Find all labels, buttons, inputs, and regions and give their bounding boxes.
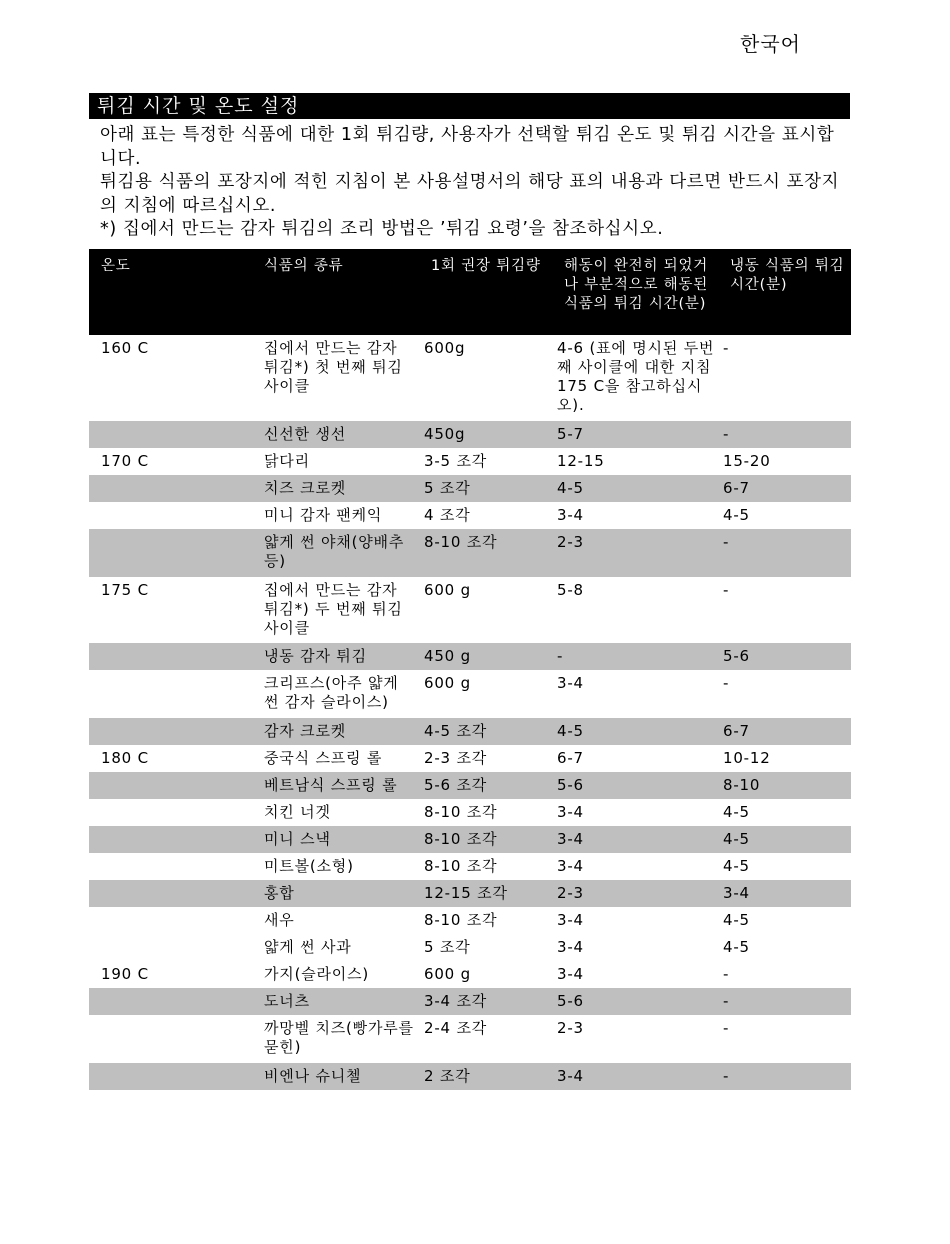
header-temperature: 온도 — [89, 249, 252, 335]
cell-amount: 600 g — [424, 674, 471, 692]
cell-temperature — [89, 988, 252, 1015]
cell-food-type: 새우 — [264, 911, 295, 929]
cell-frozen-time: 5-6 — [718, 643, 851, 670]
cell-food-type: 미니 스낵 — [252, 826, 419, 853]
cell-amount: 450 g — [419, 643, 552, 670]
intro-text — [100, 124, 845, 242]
cell-thawed-time: 5-6 — [552, 988, 718, 1015]
cell-food-type: 얇게 썬 사과 — [264, 938, 352, 956]
cell-amount: 3-5 조각 — [424, 452, 488, 470]
cell-thawed-time: 2-3 — [557, 1019, 584, 1037]
cell-temperature — [89, 772, 252, 799]
cell-frozen-time: 4-5 — [723, 938, 750, 956]
cell-frozen-time: 4-5 — [723, 857, 750, 875]
cell-food-type: 홍합 — [252, 880, 419, 907]
table-row — [89, 421, 851, 448]
cell-thawed-time: 3-4 — [557, 938, 584, 956]
cell-thawed-time: 5-8 — [557, 581, 584, 599]
cell-amount: 3-4 조각 — [419, 988, 552, 1015]
cell-amount: 5 조각 — [419, 475, 552, 502]
cell-frozen-time: 10-12 — [723, 749, 771, 767]
cell-food-type: 집에서 만드는 감자 튀김*) 두 번째 튀김 사이클 — [264, 581, 403, 637]
cell-frozen-time: 4-5 — [718, 826, 851, 853]
cell-temperature — [89, 853, 252, 880]
cell-thawed-time: 4-6 (표에 명시된 두번째 사이클에 대한 지침 175 C을 참고하십시오). — [557, 339, 715, 414]
cell-amount: 450g — [419, 421, 552, 448]
cell-temperature — [89, 880, 252, 907]
table-row — [89, 718, 851, 745]
cell-frozen-time: 4-5 — [723, 803, 750, 821]
table-row — [89, 670, 851, 718]
cell-amount: 8-10 조각 — [424, 803, 498, 821]
cell-amount: 2 조각 — [419, 1063, 552, 1090]
cell-thawed-time: - — [552, 643, 718, 670]
table-row — [89, 799, 851, 826]
cell-thawed-time: 3-4 — [557, 965, 584, 983]
cell-frozen-time: - — [723, 581, 730, 599]
cell-frozen-time: - — [718, 529, 851, 577]
cell-food-type: 감자 크로켓 — [252, 718, 419, 745]
cell-temperature — [89, 1063, 252, 1090]
cell-amount: 5-6 조각 — [419, 772, 552, 799]
cell-thawed-time: 4-5 — [552, 718, 718, 745]
table-row — [89, 529, 851, 577]
table-row — [89, 934, 851, 961]
cell-frozen-time: 4-5 — [723, 506, 750, 524]
cell-amount: 4 조각 — [424, 506, 471, 524]
cell-food-type: 까망벨 치즈(빵가루를 묻힌) — [264, 1019, 414, 1056]
cell-amount: 600g — [424, 339, 466, 357]
cell-food-type: 중국식 스프링 롤 — [264, 749, 383, 767]
cell-thawed-time: 5-6 — [552, 772, 718, 799]
table-row — [89, 880, 851, 907]
cell-frozen-time: - — [718, 988, 851, 1015]
cell-temperature — [89, 475, 252, 502]
cell-temperature — [89, 934, 252, 961]
header-frozen-time: 냉동 식품의 튀김 시간(분) — [718, 249, 851, 335]
table-row — [89, 772, 851, 799]
cell-frozen-time: - — [723, 965, 730, 983]
cell-amount: 12-15 조각 — [419, 880, 552, 907]
cell-frozen-time: - — [723, 339, 730, 357]
table-header-row — [89, 249, 851, 335]
cell-temperature: 160 C — [101, 339, 149, 357]
table-row — [89, 1015, 851, 1063]
cell-temperature — [89, 718, 252, 745]
frying-table — [89, 249, 851, 1090]
table-row — [89, 853, 851, 880]
cell-food-type: 닭다리 — [264, 452, 310, 470]
cell-temperature: 175 C — [101, 581, 149, 599]
header-thawed-time: 해동이 완전히 되었거나 부분적으로 해동된 식품의 튀김 시간(분) — [552, 249, 718, 335]
header-food-type: 식품의 종류 — [252, 249, 419, 335]
cell-frozen-time: - — [718, 421, 851, 448]
cell-amount: 8-10 조각 — [424, 857, 498, 875]
cell-frozen-time: - — [723, 674, 730, 692]
cell-frozen-time: 3-4 — [718, 880, 851, 907]
language-label: 한국어 — [740, 32, 801, 56]
cell-temperature — [89, 529, 252, 577]
cell-food-type: 미니 감자 팬케익 — [264, 506, 383, 524]
cell-temperature: 170 C — [101, 452, 149, 470]
cell-food-type: 가지(슬라이스) — [264, 965, 370, 983]
table-row — [89, 1063, 851, 1090]
cell-food-type: 치킨 너겟 — [264, 803, 331, 821]
cell-thawed-time: 12-15 — [557, 452, 605, 470]
cell-temperature — [89, 1015, 252, 1063]
table-row — [89, 502, 851, 529]
cell-thawed-time: 2-3 — [552, 529, 718, 577]
cell-frozen-time: 4-5 — [723, 911, 750, 929]
cell-amount: 600 g — [424, 581, 471, 599]
table-row — [89, 745, 851, 772]
cell-thawed-time: 2-3 — [552, 880, 718, 907]
cell-temperature — [89, 799, 252, 826]
cell-thawed-time: 3-4 — [557, 803, 584, 821]
table-row — [89, 826, 851, 853]
cell-thawed-time: 4-5 — [552, 475, 718, 502]
cell-amount: 5 조각 — [424, 938, 471, 956]
cell-frozen-time: 6-7 — [718, 475, 851, 502]
cell-thawed-time: 3-4 — [552, 826, 718, 853]
cell-amount: 2-4 조각 — [424, 1019, 488, 1037]
cell-food-type: 집에서 만드는 감자 튀김*) 첫 번째 튀김 사이클 — [264, 339, 403, 395]
cell-temperature: 180 C — [101, 749, 149, 767]
cell-temperature — [89, 670, 252, 718]
cell-thawed-time: 3-4 — [557, 674, 584, 692]
cell-food-type: 미트볼(소형) — [264, 857, 354, 875]
cell-thawed-time: 3-4 — [552, 1063, 718, 1090]
cell-food-type: 크리프스(아주 얇게 썬 감자 슬라이스) — [264, 674, 399, 711]
cell-frozen-time: 8-10 — [718, 772, 851, 799]
cell-frozen-time: - — [718, 1063, 851, 1090]
cell-temperature — [89, 643, 252, 670]
cell-frozen-time: 6-7 — [718, 718, 851, 745]
cell-thawed-time: 6-7 — [557, 749, 584, 767]
intro-paragraph: *) 집에서 만드는 감자 튀김의 조리 방법은 ’튀김 요령’을 참조하십시오. — [100, 219, 664, 239]
cell-food-type: 비엔나 슈니첼 — [252, 1063, 419, 1090]
cell-food-type: 신선한 생선 — [252, 421, 419, 448]
cell-thawed-time: 3-4 — [557, 506, 584, 524]
cell-food-type: 치즈 크로켓 — [252, 475, 419, 502]
cell-temperature — [89, 421, 252, 448]
cell-thawed-time: 3-4 — [557, 911, 584, 929]
cell-amount: 2-3 조각 — [424, 749, 488, 767]
cell-temperature — [89, 502, 252, 529]
table-row — [89, 961, 851, 988]
header-amount: 1회 권장 튀김량 — [419, 249, 552, 335]
cell-amount: 8-10 조각 — [424, 911, 498, 929]
cell-amount: 8-10 조각 — [419, 529, 552, 577]
cell-thawed-time: 5-7 — [552, 421, 718, 448]
intro-paragraph: 아래 표는 특정한 식품에 대한 1회 튀김량, 사용자가 선택할 튀김 온도 및 튀김 시간을 표시합니다. — [100, 125, 835, 169]
table-row — [89, 643, 851, 670]
table-row — [89, 335, 851, 421]
cell-amount: 4-5 조각 — [419, 718, 552, 745]
cell-food-type: 얇게 썬 야채(양배추 등) — [252, 529, 419, 577]
intro-paragraph: 튀김용 식품의 포장지에 적힌 지침이 본 사용설명서의 해당 표의 내용과 다르면 반드시 포장지의 지침에 따르십시오. — [100, 172, 840, 216]
cell-frozen-time: - — [723, 1019, 730, 1037]
table-row — [89, 475, 851, 502]
cell-food-type: 도너츠 — [252, 988, 419, 1015]
cell-amount: 600 g — [424, 965, 471, 983]
cell-temperature: 190 C — [101, 965, 149, 983]
section-title: 튀김 시간 및 온도 설정 — [89, 93, 850, 119]
table-row — [89, 988, 851, 1015]
table-row — [89, 577, 851, 643]
cell-thawed-time: 3-4 — [557, 857, 584, 875]
cell-frozen-time: 15-20 — [723, 452, 771, 470]
cell-temperature — [89, 826, 252, 853]
cell-food-type: 베트남식 스프링 롤 — [252, 772, 419, 799]
table-row — [89, 448, 851, 475]
cell-temperature — [89, 907, 252, 934]
cell-food-type: 냉동 감자 튀김 — [252, 643, 419, 670]
table-row — [89, 907, 851, 934]
cell-amount: 8-10 조각 — [419, 826, 552, 853]
